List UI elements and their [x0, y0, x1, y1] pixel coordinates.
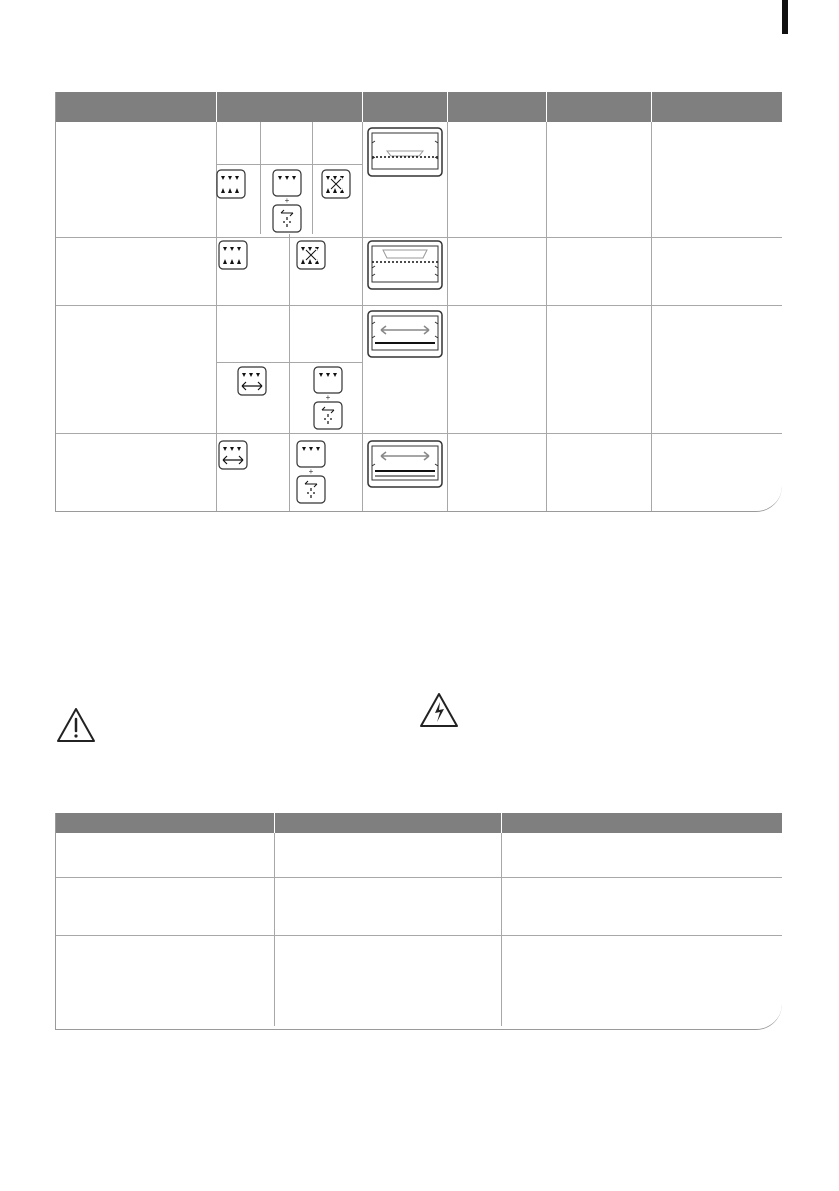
- top-heat-fan-icon: [296, 440, 326, 504]
- top-heat-fan-icon: [313, 366, 343, 430]
- top-heat-arrows-icon: [218, 440, 248, 470]
- grill-fan-icon: [296, 240, 326, 270]
- shelf-level-bottom-arrows-icon: [367, 440, 443, 488]
- troubleshooting-table: [55, 813, 782, 1030]
- shelf-level-top-icon: [367, 127, 443, 177]
- shelf-level-middle-arrows-icon: [367, 310, 443, 358]
- shelf-level-top-tray-icon: [367, 240, 443, 290]
- top-bottom-heat-icon: [216, 169, 246, 199]
- svg-text:+: +: [284, 196, 290, 205]
- table-header: [56, 813, 782, 833]
- svg-text:+: +: [308, 467, 314, 476]
- grill-fan-icon: [321, 169, 351, 199]
- page-edge-tab: [782, 0, 788, 34]
- warning-triangle-icon: [56, 707, 96, 743]
- top-heat-arrows-icon: [237, 366, 267, 396]
- table-header: [56, 92, 782, 122]
- top-heat-fan-icon: [272, 169, 302, 233]
- electric-hazard-icon: [419, 692, 459, 728]
- top-bottom-heat-icon: [218, 240, 248, 270]
- svg-text:+: +: [325, 393, 331, 402]
